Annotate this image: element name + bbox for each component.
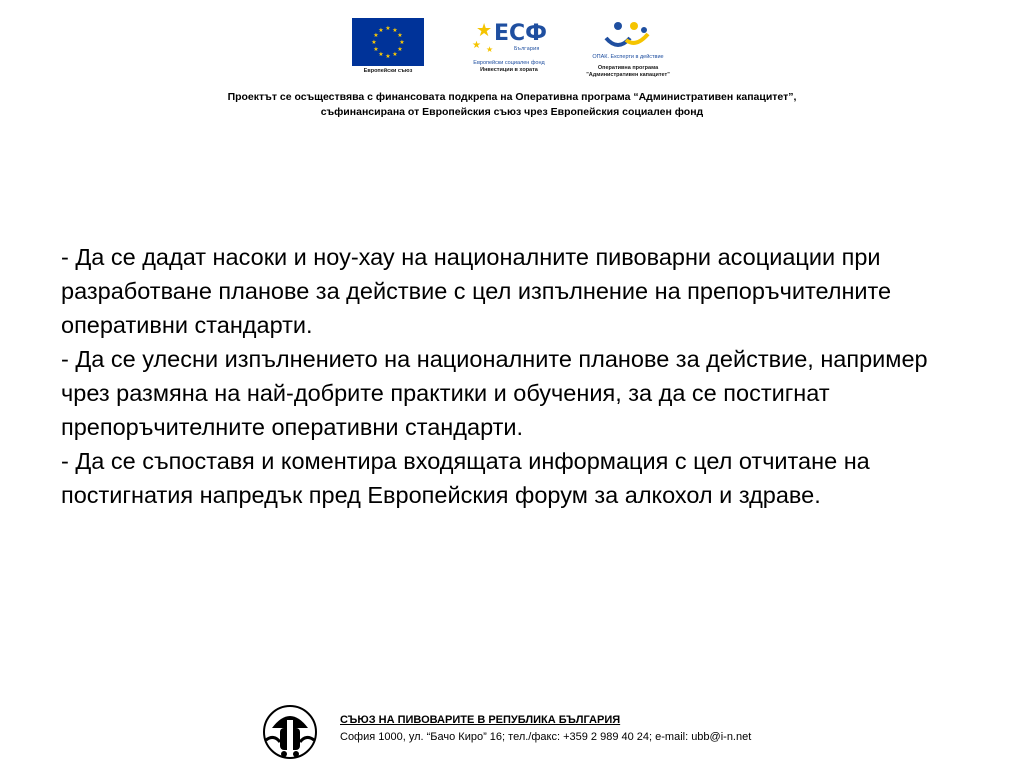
esf-sub: България: [514, 46, 540, 52]
esf-wordmark: ЕСФ: [494, 21, 547, 46]
svg-text:★: ★: [371, 39, 377, 46]
svg-text:★: ★: [373, 32, 379, 39]
svg-text:★: ★: [476, 20, 493, 41]
footer-contact: [340, 712, 751, 746]
opak-logo: [578, 18, 678, 79]
svg-text:★: ★: [392, 51, 398, 58]
svg-text:★: ★: [378, 51, 384, 58]
funding-line-1: Проектът се осъществява с финансовата подкрепа на Оперативна програма “Административен капацитет”,: [227, 91, 797, 103]
esf-caption-1: Европейски социален фонд: [473, 60, 545, 66]
esf-caption-2: Инвестиции в хората: [480, 67, 538, 73]
svg-text:★: ★: [378, 27, 384, 34]
svg-text:★: ★: [399, 39, 405, 46]
svg-text:★: ★: [397, 46, 403, 53]
svg-text:★: ★: [486, 45, 494, 54]
eu-logo: [352, 18, 424, 75]
esf-logo: [464, 14, 554, 74]
funding-line-2: съфинансирана от Европейския съюз чрез Европейския социален фонд: [320, 106, 704, 118]
footer-address: София 1000, ул. “Бачо Киро” 16; тел./факс: +359 2 989 40 24; e-mail: ubb@i-n.net: [340, 731, 752, 743]
funding-notice: [140, 90, 884, 120]
eu-caption: Европейски съюз: [363, 68, 413, 74]
opak-caption-2: "Административен капацитет": [586, 72, 670, 78]
opak-tagline: ОПАК. Експерти в действие: [592, 54, 664, 60]
body-text: [61, 240, 961, 512]
eu-flag-icon: [352, 18, 424, 66]
svg-text:★: ★: [472, 40, 481, 51]
svg-text:★: ★: [392, 27, 398, 34]
bullet-paragraph-1: - Да се дадат насоки и ноу-хау на националните пивоварни асоциации при разработване планове за действие с цел изпълнение на препоръчителните оперативни стандарти.: [61, 244, 892, 338]
brewers-union-emblem-icon: [258, 698, 322, 762]
footer-org-name: СЪЮЗ НА ПИВОВАРИТЕ В РЕПУБЛИКА БЪЛГАРИЯ: [340, 714, 621, 726]
svg-text:★: ★: [373, 46, 379, 53]
opak-logo-icon: [598, 18, 658, 52]
svg-text:★: ★: [385, 25, 391, 32]
bullet-paragraph-3: - Да се съпоставя и коментира входящата информация с цел отчитане на постигнатия напредък пред Европейския форум за алкохол и здраве.: [61, 448, 870, 508]
opak-caption-1: Оперативна програма: [597, 65, 659, 71]
svg-text:★: ★: [397, 32, 403, 39]
bullet-paragraph-2: - Да се улесни изпълнението на националните планове за действие, например чрез размяна на най-добрите практики и обучения, за да се постигнат препоръчителните оперативни стандарти.: [61, 346, 928, 440]
svg-text:★: ★: [385, 53, 391, 60]
esf-logo-icon: [464, 14, 554, 58]
